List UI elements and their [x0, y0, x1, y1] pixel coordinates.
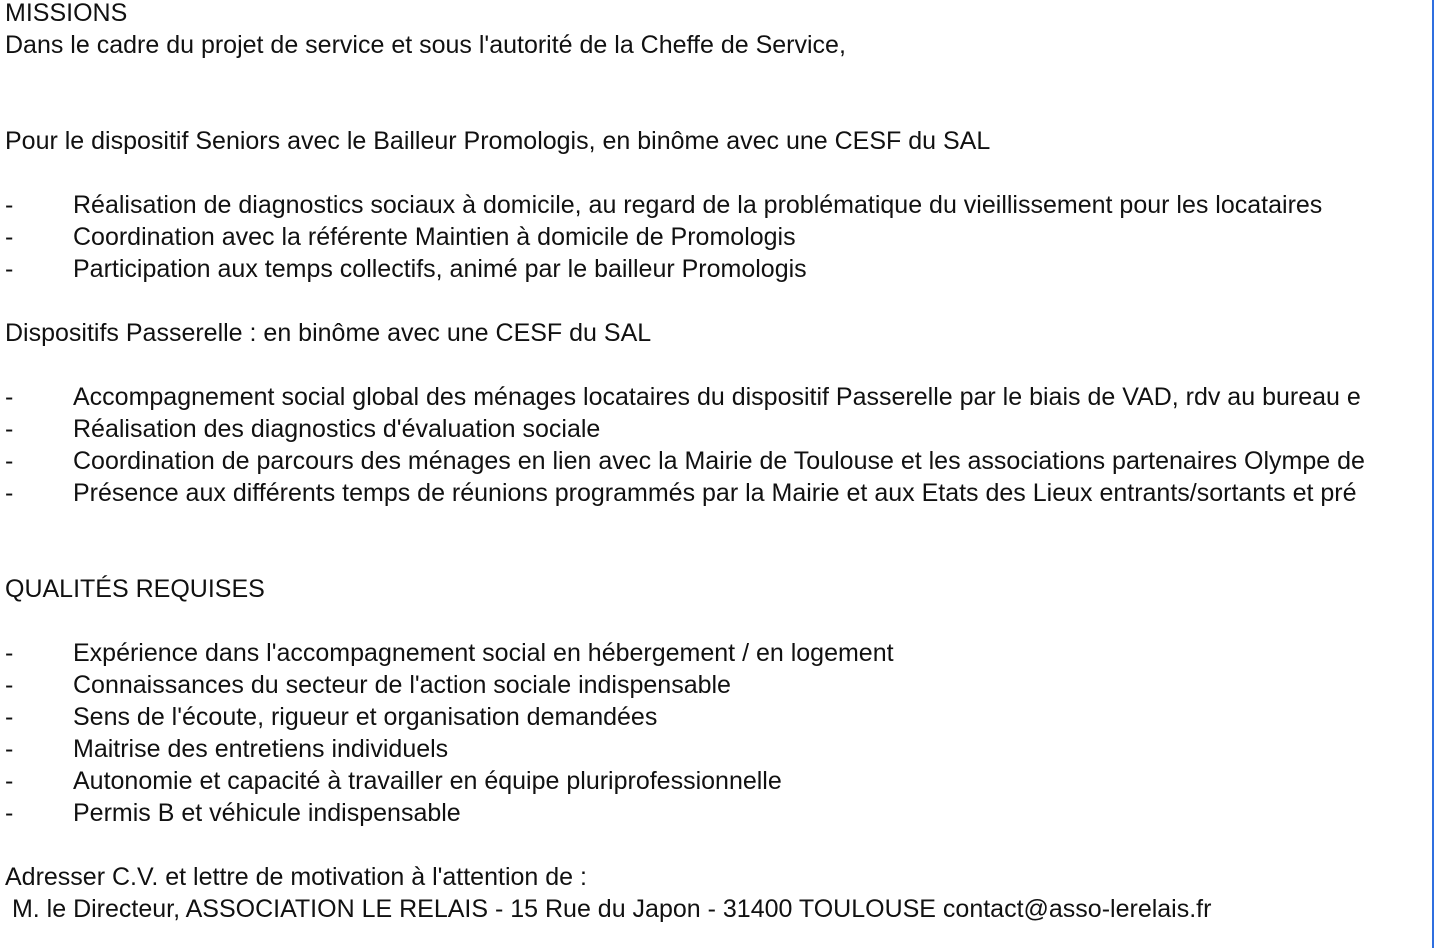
- contact-instruction: Adresser C.V. et lettre de motivation à l'attention de :: [5, 863, 587, 891]
- list-item-text: Permis B et véhicule indispensable: [73, 799, 461, 827]
- list-item-text: Connaissances du secteur de l'action sociale indispensable: [73, 671, 731, 699]
- bullet-dash: -: [5, 767, 14, 795]
- bullet-dash: -: [5, 479, 14, 507]
- list-item-text: Maitrise des entretiens individuels: [73, 735, 449, 763]
- list-item-text: Coordination de parcours des ménages en lien avec la Mairie de Toulouse et les associations partenaires Olympe de: [73, 447, 1365, 475]
- bullet-dash: -: [5, 223, 14, 251]
- bullet-dash: -: [5, 639, 14, 667]
- bullet-dash: -: [5, 735, 14, 763]
- missions-intro: Dans le cadre du projet de service et sous l'autorité de la Cheffe de Service,: [5, 31, 846, 59]
- bullet-dash: -: [5, 383, 14, 411]
- contact-address: M. le Directeur, ASSOCIATION LE RELAIS - 15 Rue du Japon - 31400 TOULOUSE contact@asso-lerelais.fr: [5, 895, 1212, 923]
- passerelle-title: Dispositifs Passerelle : en binôme avec une CESF du SAL: [5, 319, 652, 347]
- bullet-dash: -: [5, 415, 14, 443]
- list-item-text: Réalisation de diagnostics sociaux à domicile, au regard de la problématique du vieillissement pour les locataires: [73, 191, 1323, 219]
- list-item-text: Participation aux temps collectifs, animé par le bailleur Promologis: [73, 255, 807, 283]
- list-item-text: Réalisation des diagnostics d'évaluation sociale: [73, 415, 601, 443]
- bullet-dash: -: [5, 255, 14, 283]
- list-item-text: Expérience dans l'accompagnement social en hébergement / en logement: [73, 639, 894, 667]
- missions-heading: MISSIONS: [5, 0, 128, 27]
- cell-edge-border: [1432, 0, 1434, 948]
- list-item-text: Autonomie et capacité à travailler en équipe pluriprofessionnelle: [73, 767, 782, 795]
- bullet-dash: -: [5, 447, 14, 475]
- list-item-text: Coordination avec la référente Maintien à domicile de Promologis: [73, 223, 796, 251]
- bullet-dash: -: [5, 191, 14, 219]
- seniors-title: Pour le dispositif Seniors avec le Bailleur Promologis, en binôme avec une CESF du SAL: [5, 127, 991, 155]
- bullet-dash: -: [5, 799, 14, 827]
- bullet-dash: -: [5, 703, 14, 731]
- list-item-text: Sens de l'écoute, rigueur et organisation demandées: [73, 703, 658, 731]
- qualites-heading: QUALITÉS REQUISES: [5, 575, 265, 603]
- list-item-text: Accompagnement social global des ménages locataires du dispositif Passerelle par le biais de VAD, rdv au bureau e: [73, 383, 1361, 411]
- bullet-dash: -: [5, 671, 14, 699]
- list-item-text: Présence aux différents temps de réunions programmés par la Mairie et aux Etats des Lieux entrants/sortants et pré: [73, 479, 1357, 507]
